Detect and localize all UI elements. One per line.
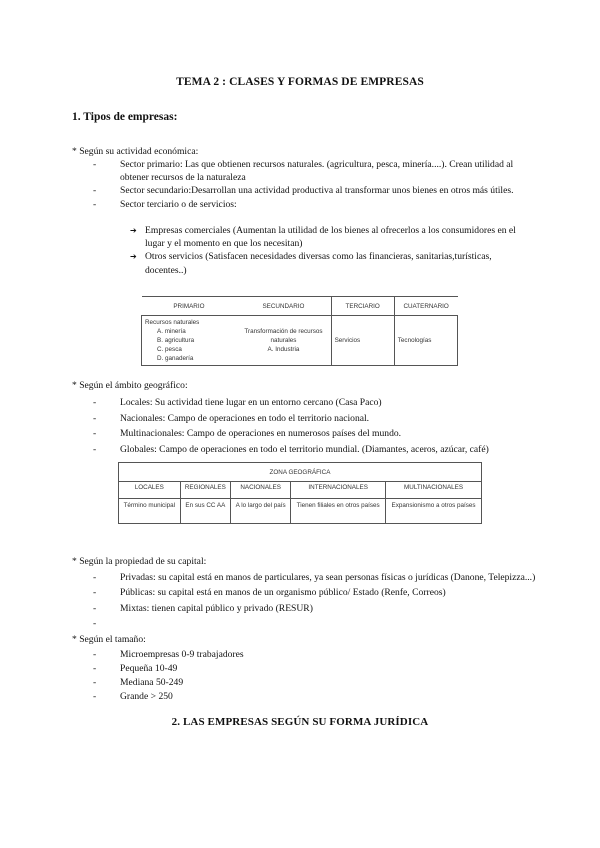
table-header: REGIONALES (180, 482, 231, 499)
table-cell: Expansionismo a otros países (386, 499, 482, 524)
list-item: - Mixtas: tienen capital público y privado (RESUR) (72, 601, 540, 617)
sectores-table (141, 296, 458, 366)
list-item: - Pequeña 10-49 (72, 662, 540, 676)
terciario-sublist (72, 224, 525, 277)
table-cell: A. Industria (267, 346, 300, 353)
list-item: - Microempresas 0-9 trabajadores (72, 648, 540, 662)
section-heading-2: 2. LAS EMPRESAS SEGÚN SU FORMA JURÍDICA (171, 716, 429, 728)
table-cell: En sus CC AA (180, 499, 231, 524)
table-cell: B. agricultura (157, 337, 195, 344)
list-item: - Públicas: su capital está en manos de un organismo público/ Estado (Renfe, Correos) (72, 585, 540, 601)
list-item: - Privadas: su capital está en manos de particulares, ya sean personas físicas o jurídicas (Danone, Telepizza...) (72, 570, 580, 585)
table-cell: Servicios (331, 316, 394, 366)
table-cell: Tecnologías (394, 316, 457, 366)
list-item: - Mediana 50-249 (72, 676, 540, 690)
table-header: CUATERNARIO (394, 297, 457, 316)
list-item (72, 616, 540, 632)
table-header: SECUNDARIO (236, 297, 331, 316)
list-item: - Sector terciario o de servicios: (72, 198, 540, 211)
list-item: ➔ Otros servicios (Satisfacen necesidades diversas como las financieras, sanitarias,turísticas, docentes..) (72, 250, 525, 276)
list-item: ➔ Empresas comerciales (Aumentan la utilidad de los bienes al ofrecerlos a los consumidores en el lugar y el momento en que los necesitan) (72, 224, 525, 250)
heading-tamano: * Según el tamaño: (72, 634, 146, 645)
table-cell: Recursos naturales (145, 319, 200, 326)
list-item: - Grande > 250 (72, 690, 540, 704)
list-item: - Sector secundario:Desarrollan una actividad productiva al transformar unos bienes en otros más útiles. (72, 184, 540, 197)
table-header: INTERNACIONALES (291, 482, 386, 499)
document-title: TEMA 2 : CLASES Y FORMAS DE EMPRESAS (176, 76, 424, 88)
table-header: NACIONALES (231, 482, 291, 499)
tamano-list (72, 648, 540, 704)
table-header: MULTINACIONALES (386, 482, 482, 499)
table-header: LOCALES (119, 482, 181, 499)
table-header: TERCIARIO (331, 297, 394, 316)
list-item: - Nacionales: Campo de operaciones en todo el territorio nacional. (72, 411, 590, 427)
capital-list (72, 570, 580, 632)
table-cell: C. pesca (157, 346, 182, 353)
list-item: - Sector primario: Las que obtienen recursos naturales. (agricultura, pesca, minería....). Crean utilidad al obtener recursos de la naturaleza (72, 158, 540, 184)
table-header: PRIMARIO (142, 297, 237, 316)
list-item: - Multinacionales: Campo de operaciones en numerosos países del mundo. (72, 426, 590, 442)
table-cell: Tienen filiales en otros países (291, 499, 386, 524)
table-cell: A. minería (157, 328, 186, 335)
actividad-list (72, 158, 540, 211)
table-cell: A lo largo del país (231, 499, 291, 524)
heading-geografico: * Según el ámbito geográfico: (72, 380, 188, 391)
table-cell: Término municipal (119, 499, 181, 524)
heading-capital: * Según la propiedad de su capital: (72, 556, 207, 567)
table-cell: Transformación de recursos naturales (244, 328, 323, 344)
table-cell: D. ganadería (157, 355, 194, 362)
zona-geografica-table (118, 462, 482, 524)
section-heading-1: 1. Tipos de empresas: (72, 111, 178, 123)
geografico-list (72, 395, 592, 457)
heading-actividad: * Según su actividad económica: (72, 146, 199, 157)
list-item: - Locales: Su actividad tiene lugar en un entorno cercano (Casa Paco) (72, 395, 590, 411)
list-item: - Globales: Campo de operaciones en todo el territorio mundial. (Diamantes, aceros, azúcar, café) (72, 442, 590, 458)
table-title: ZONA GEOGRÁFICA (119, 463, 482, 482)
